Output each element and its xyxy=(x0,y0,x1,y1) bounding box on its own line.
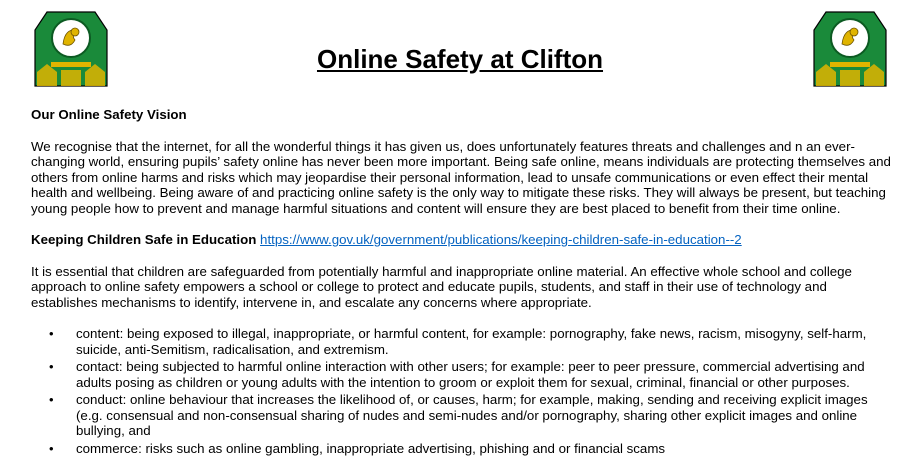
bullet-icon: • xyxy=(49,440,54,456)
risk-list xyxy=(31,326,891,456)
risk-contact: contact: being subjected to harmful online interaction with other users; for example: peer to peer pressure, commercial advertising and adults posing as children or young adults with the intention to groom or exploit them for sexual, criminal, financial or other purposes. xyxy=(76,359,865,390)
risk-commerce: commerce: risks such as online gambling, inappropriate advertising, phishing and or financial scams xyxy=(76,440,666,456)
document-body xyxy=(31,107,891,458)
risk-conduct: conduct: online behaviour that increases the likelihood of, or causes, harm; for example, making, sending and receiving explicit images (e.g. consensual and non-consensual sharing of nudes and semi-nudes and/or pornography, sharing other explicit images and online bullying, and xyxy=(76,392,868,438)
list-item xyxy=(31,392,891,439)
kcsie-line xyxy=(31,232,891,248)
vision-paragraph: We recognise that the internet, for all the wonderful things it has given us, does unfortunately features threats and challenges and n an ever-changing world, ensuring pupils’ safety online has never been more important. Being safe online, means individuals are protecting themselves and others from online harms and risks which may jeopardise their personal information, lead to unsafe communications or even effect their mental health and wellbeing. Being aware of and practicing online safety is the only way to mitigate these risks. They will always be present, but teaching young people how to prevent and manage harmful situations and content will ensure they are best placed to benefit from their time online. xyxy=(31,138,891,216)
intro-paragraph: It is essential that children are safeguarded from potentially harmful and inappropriate online material. An effective whole school and college approach to online safety empowers a school or college to protect and educate pupils, students, and staff in their use of technology and establishes mechanisms to identify, intervene in, and escalate any concerns where appropriate. xyxy=(31,263,852,310)
bullet-icon: • xyxy=(49,326,54,341)
vision-heading: Our Online Safety Vision xyxy=(31,107,187,122)
list-item xyxy=(31,326,891,357)
bullet-icon: • xyxy=(49,359,54,374)
kcsie-link[interactable]: https://www.gov.uk/government/publications/keeping-children-safe-in-education--2 xyxy=(260,232,742,247)
list-item xyxy=(31,359,891,390)
risk-content: content: being exposed to illegal, inappropriate, or harmful content, for example: pornography, fake news, racism, misogyny, self-harm, suicide, anti-Semitism, radicalisation, and extremism. xyxy=(76,326,867,357)
page-title: Online Safety at Clifton xyxy=(316,44,604,74)
list-item xyxy=(31,441,891,457)
kcsie-label: Keeping Children Safe in Education xyxy=(31,232,257,247)
bullet-icon: • xyxy=(49,392,54,407)
